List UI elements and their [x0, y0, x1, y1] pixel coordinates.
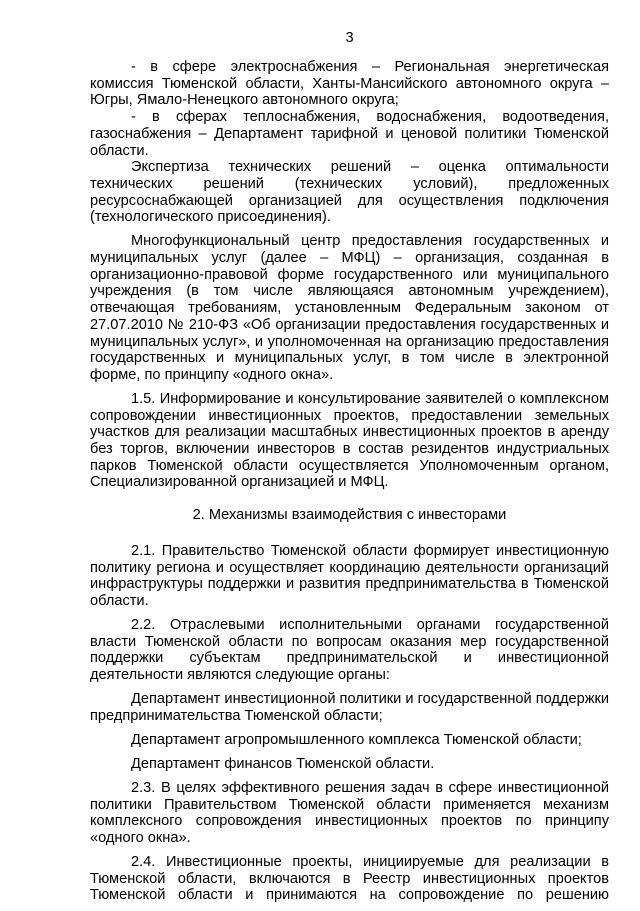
section-heading: 2. Механизмы взаимодействия с инвесторами — [192, 507, 507, 524]
paragraph-dept-agro: Департамент агропромышленного комплекса Тюменской области; — [131, 731, 582, 748]
paragraph-2-2: 2.2. Отраслевыми исполнительными органами государственной власти Тюменской области по вопросам оказания мер государственной поддержки субъектам предпринимательской и инвестиционной деятельности являются следующие органы: — [90, 616, 609, 684]
paragraph-2-1: 2.1. Правительство Тюменской области формирует инвестиционную политику региона и осуществляет координацию деятельности организаций инфраструктуры поддержки и развития предпринимательства в Тюменской области. — [90, 542, 609, 609]
paragraph-utilities-regulator: - в сферах теплоснабжения, водоснабжения, водоотведения, газоснабжения – Департамент тарифной и ценовой политики Тюменской области. — [90, 109, 609, 159]
paragraph-2-4: 2.4. Инвестиционные проекты, инициируемые для реализации в Тюменской области, включаются в Реестр инвестиционных проектов Тюменской области и принимаются на сопровождение по решению — [90, 853, 609, 904]
paragraph-electricity-regulator: - в сфере электроснабжения – Региональная энергетическая комиссия Тюменской области, Ханты-Мансийского автономного округа – Югры, Ямало-Ненецкого автономного округа; — [90, 59, 609, 109]
paragraph-dept-investment: Департамент инвестиционной политики и государственной поддержки предпринимательства Тюменской области; — [90, 691, 609, 724]
paragraph-technical-expertise: Экспертиза технических решений – оценка оптимальности технических решений (технических условий), предложенных ресурсоснабжающей организацией для осуществления подключения (технологического присоединения). — [90, 159, 609, 226]
document-body — [90, 59, 609, 911]
page-number: 3 — [345, 30, 354, 46]
page-content — [90, 0, 609, 905]
paragraph-1-5: 1.5. Информирование и консультирование заявителей о комплексном сопровождении инвестиционных проектов, предоставлении земельных участков для реализации масштабных инвестиционных проектов в аренду без торгов, включении инвесторов в состав резидентов индустриальных парков Тюменской области осуществляется Уполномоченным органом, Специализированной организацией и МФЦ. — [90, 390, 609, 491]
paragraph-mfc-definition: Многофункциональный центр предоставления государственных и муниципальных услуг (далее – МФЦ) – организация, созданная в организационно-правовой форме государственного или муниципального учреждения (в том числе являющаяся автономным учреждением), отвечающая требованиям, установленным Федеральным законом от 27.07.2010 № 210-ФЗ «Об организации предоставления государственных и муниципальных услуг», и уполномоченная на организацию предоставления государственных и муниципальных услуг, в том числе в электронной форме, по принципу «одного окна». — [90, 233, 609, 383]
paragraph-2-3: 2.3. В целях эффективного решения задач в сфере инвестиционной политики Правительством Тюменской области применяется механизм комплексного сопровождения инвестиционных проектов по принципу «одного окна». — [90, 779, 609, 846]
paragraph-dept-finance: Департамент финансов Тюменской области. — [131, 755, 435, 772]
